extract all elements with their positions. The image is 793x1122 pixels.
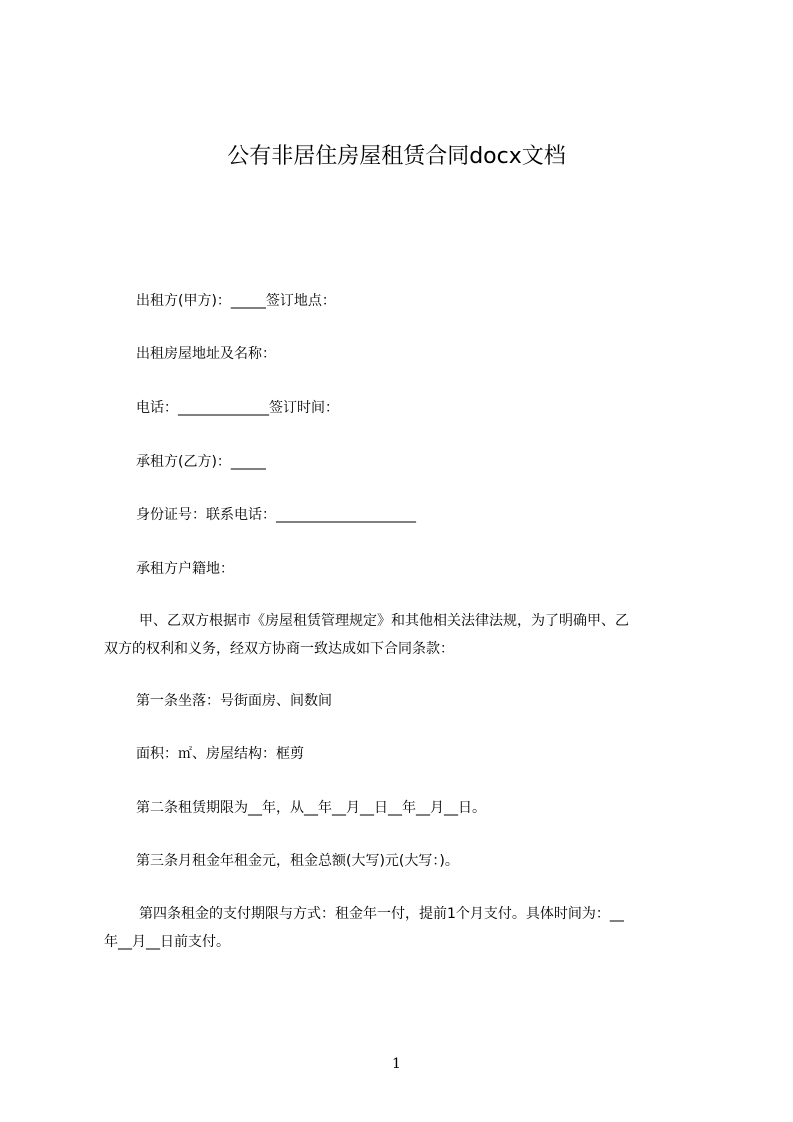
preamble-first-line: 甲、乙双方根据市《房屋租赁管理规定》和其他相关法律法规，为了明确甲、乙: [139, 613, 629, 629]
id-number-line: 身份证号：联系电话：____________________: [136, 507, 416, 523]
clause-area: 面积：㎡、房屋结构：框剪: [136, 746, 304, 762]
clause-rent: 第三条月租金年租金元，租金总额(大写)元(大写：)。: [136, 853, 459, 869]
preamble-paragraph: [104, 607, 700, 663]
lessee-line: 承租方(乙方)：_____: [136, 454, 266, 470]
property-address-line: 出租房屋地址及名称：: [136, 346, 276, 362]
clause-location: 第一条坐落：号街面房、间数间: [136, 693, 332, 709]
phone-line: 电话：_____________签订时间：: [136, 400, 339, 416]
preamble-second-line: 双方的权利和义务，经双方协商一致达成如下合同条款：: [104, 641, 454, 657]
document-title: 公有非居住房屋租赁合同docx文档: [227, 144, 566, 169]
page-number: 1: [392, 1056, 401, 1072]
lessee-residence-line: 承租方户籍地：: [136, 561, 234, 577]
clause-term: 第二条租赁期限为__年，从__年__月__日__年__月__日。: [136, 800, 486, 816]
lessor-line: 出租方(甲方)：_____签订地点：: [136, 293, 336, 309]
payment-second-line: 年__月__日前支付。: [104, 934, 230, 950]
payment-first-line: 第四条租金的支付期限与方式：租金年一付，提前1个月支付。具体时间为：__: [139, 906, 624, 922]
payment-paragraph: [104, 900, 700, 956]
